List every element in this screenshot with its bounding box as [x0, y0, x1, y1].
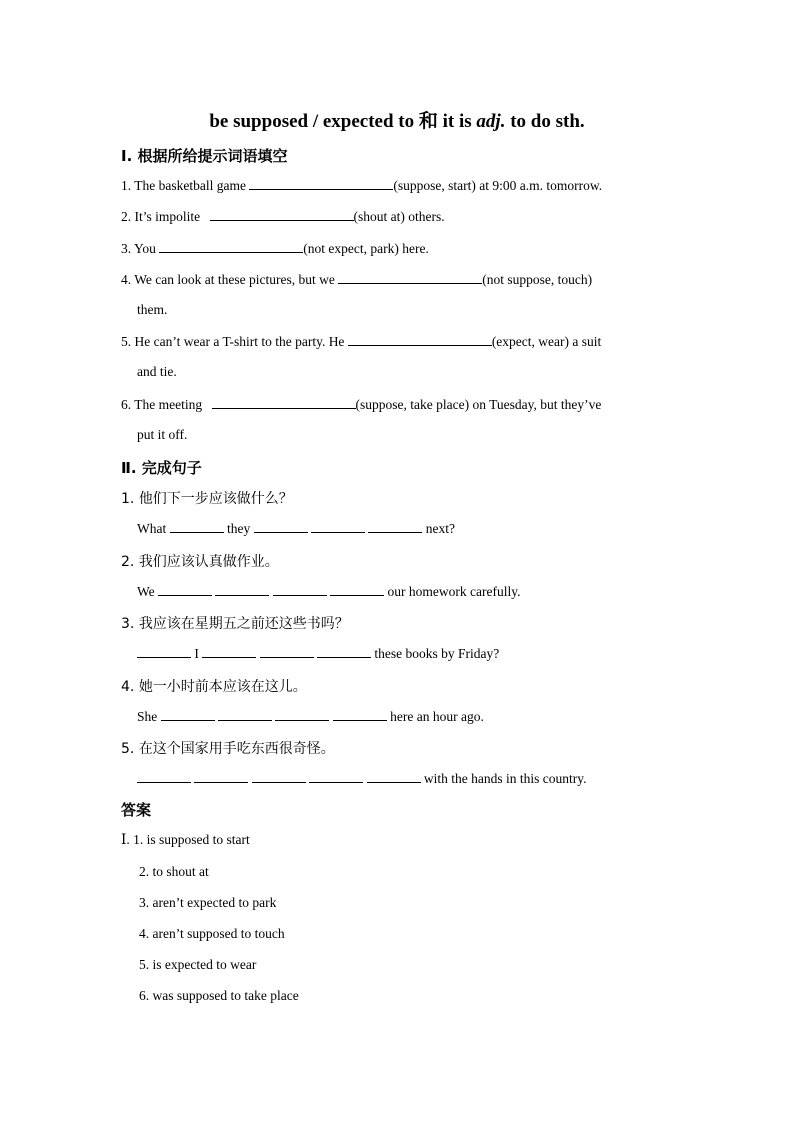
- exercise-text: on Tuesday, but they’ve: [469, 397, 602, 412]
- exercise-hint: (suppose, take place): [355, 397, 470, 412]
- fill-blank[interactable]: [215, 583, 269, 596]
- english-word: our homework carefully.: [387, 584, 521, 599]
- english-word: they: [227, 521, 251, 536]
- title-part1: be supposed / expected to 和 it is: [209, 111, 477, 132]
- exercise-hint: (not expect, park): [303, 241, 399, 256]
- exercise-1: [121, 177, 602, 194]
- exercise-4-continued: them.: [137, 302, 168, 317]
- answer-item: 4. aren’t supposed to touch: [139, 926, 285, 941]
- sentence-number: 4.: [121, 679, 135, 695]
- exercise-text: The basketball game: [134, 178, 246, 193]
- exercise-hint: (shout at): [353, 209, 405, 224]
- sentence-number: 2.: [121, 554, 135, 570]
- english-word: I: [194, 646, 199, 661]
- fill-blank[interactable]: [212, 396, 356, 409]
- fill-blank[interactable]: [254, 520, 308, 533]
- exercise-text: He can’t wear a T-shirt to the party. He: [134, 334, 345, 349]
- exercise-text: We can look at these pictures, but we: [134, 272, 335, 287]
- exercise-text: at 9:00 a.m. tomorrow.: [475, 178, 603, 193]
- fill-blank[interactable]: [170, 520, 224, 533]
- fill-blank[interactable]: [161, 708, 215, 721]
- fill-blank[interactable]: [159, 240, 303, 253]
- exercise-5-continued: and tie.: [137, 364, 177, 379]
- fill-blank[interactable]: [348, 333, 492, 346]
- sentence-1-english: [137, 520, 455, 537]
- fill-blank[interactable]: [338, 271, 482, 284]
- fill-blank[interactable]: [273, 583, 327, 596]
- exercise-text: others.: [404, 209, 445, 224]
- fill-blank[interactable]: [317, 645, 371, 658]
- english-word: with the hands in this country.: [423, 771, 587, 786]
- exercise-text: The meeting: [134, 397, 203, 412]
- fill-blank[interactable]: [330, 583, 384, 596]
- english-word: next?: [425, 521, 455, 536]
- sentence-4-english: [137, 708, 484, 725]
- fill-blank[interactable]: [218, 708, 272, 721]
- fill-blank[interactable]: [368, 520, 422, 533]
- sentence-number: 3.: [121, 616, 135, 632]
- answer-item: [121, 832, 250, 848]
- exercise-number: 6.: [121, 397, 132, 412]
- section2-heading: Ⅱ. 完成句子: [121, 459, 202, 477]
- section1-heading: Ⅰ. 根据所给提示词语填空: [121, 147, 288, 165]
- title-part2: to do sth.: [505, 111, 585, 132]
- page-title: [0, 106, 794, 133]
- fill-blank[interactable]: [194, 770, 248, 783]
- english-word: What: [137, 521, 167, 536]
- sentence-4-chinese: [121, 676, 307, 696]
- title-adj: adj.: [476, 111, 506, 132]
- answer-item: 3. aren’t expected to park: [139, 895, 277, 910]
- exercise-3: [121, 240, 429, 257]
- sentence-1-chinese: [121, 488, 293, 508]
- answer-section-label: Ⅰ.: [121, 832, 134, 847]
- exercise-number: 3.: [121, 241, 132, 256]
- chinese-text: 他们下一步应该做什么？: [138, 491, 293, 507]
- fill-blank[interactable]: [202, 645, 256, 658]
- exercise-hint: (expect, wear): [491, 334, 570, 349]
- exercise-number: 5.: [121, 334, 132, 349]
- fill-blank[interactable]: [311, 520, 365, 533]
- exercise-text: You: [134, 241, 156, 256]
- answer-item: 5. is expected to wear: [139, 957, 257, 972]
- english-word: here an hour ago.: [390, 709, 484, 724]
- fill-blank[interactable]: [260, 645, 314, 658]
- fill-blank[interactable]: [252, 770, 306, 783]
- fill-blank[interactable]: [333, 708, 387, 721]
- english-word: these books by Friday?: [374, 646, 500, 661]
- sentence-2-english: [137, 583, 520, 600]
- sentence-number: 5.: [121, 741, 135, 757]
- sentence-5-english: [137, 770, 586, 787]
- exercise-4: [121, 271, 592, 288]
- chinese-text: 她一小时前本应该在这儿。: [138, 679, 307, 695]
- english-word: We: [137, 584, 155, 599]
- exercise-number: 2.: [121, 209, 132, 224]
- sentence-3-english: [137, 645, 499, 662]
- fill-blank[interactable]: [137, 770, 191, 783]
- chinese-text: 我应该在星期五之前还这些书吗？: [138, 616, 349, 632]
- exercise-text: a suit: [569, 334, 602, 349]
- sentence-5-chinese: [121, 738, 335, 758]
- sentence-2-chinese: [121, 551, 279, 571]
- answer-item: 6. was supposed to take place: [139, 988, 299, 1003]
- exercise-text: It’s impolite: [134, 209, 201, 224]
- exercise-5: [121, 333, 601, 350]
- chinese-text: 我们应该认真做作业。: [138, 554, 279, 570]
- exercise-2: [121, 208, 445, 225]
- fill-blank[interactable]: [137, 645, 191, 658]
- fill-blank[interactable]: [275, 708, 329, 721]
- exercise-hint: (suppose, start): [393, 178, 476, 193]
- exercise-6: [121, 396, 601, 413]
- exercise-number: 4.: [121, 272, 132, 287]
- fill-blank[interactable]: [249, 177, 393, 190]
- fill-blank[interactable]: [210, 208, 354, 221]
- fill-blank[interactable]: [158, 583, 212, 596]
- exercise-hint: (not suppose, touch): [482, 272, 593, 287]
- sentence-number: 1.: [121, 491, 135, 507]
- fill-blank[interactable]: [309, 770, 363, 783]
- exercise-6-continued: put it off.: [137, 427, 188, 442]
- answer-item: 2. to shout at: [139, 864, 209, 879]
- chinese-text: 在这个国家用手吃东西很奇怪。: [138, 741, 335, 757]
- sentence-3-chinese: [121, 613, 349, 633]
- english-word: She: [137, 709, 158, 724]
- exercise-text: here.: [398, 241, 429, 256]
- exercise-number: 1.: [121, 178, 132, 193]
- answer-text: 1. is supposed to start: [133, 832, 250, 847]
- fill-blank[interactable]: [367, 770, 421, 783]
- answers-heading: 答案: [121, 801, 152, 819]
